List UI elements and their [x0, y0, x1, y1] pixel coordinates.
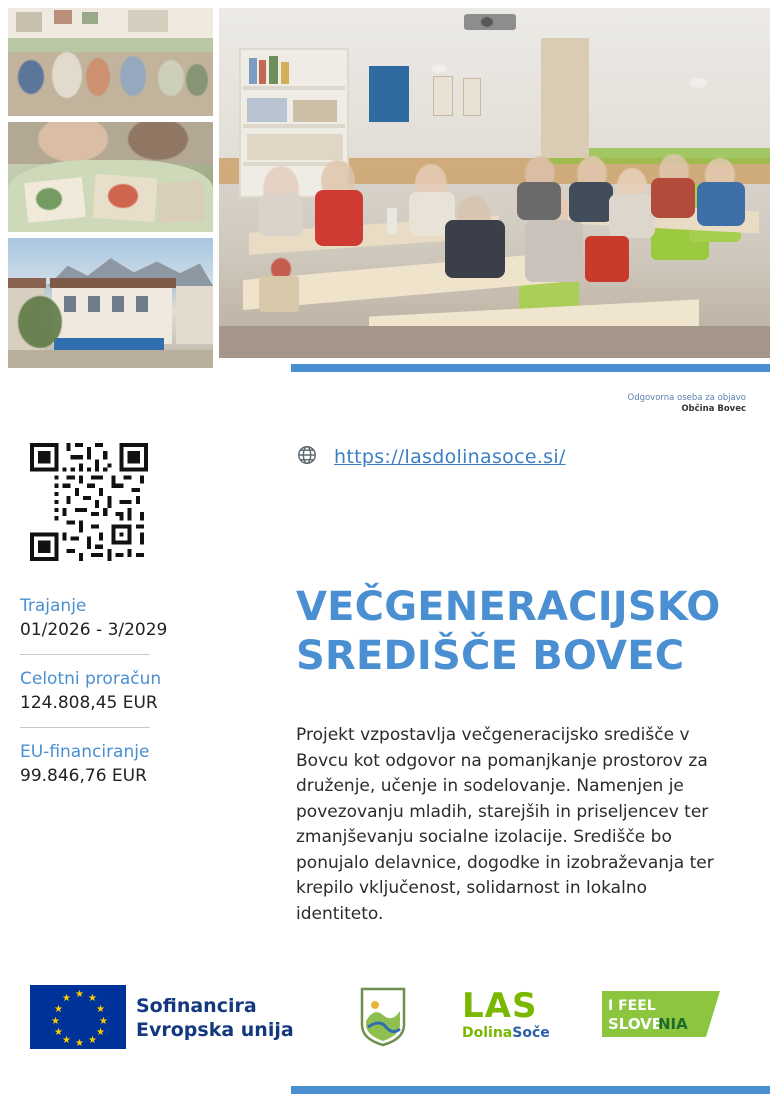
photo-column-left — [8, 8, 213, 368]
footer-blue-bar — [291, 1086, 770, 1094]
photo-collage — [0, 0, 778, 372]
las-logo-sub-2: Soče — [512, 1025, 550, 1041]
las-logo-sub — [462, 1025, 582, 1041]
svg-text:I FEEL: I FEEL — [608, 998, 656, 1014]
svg-text:SLOVE: SLOVE — [608, 1015, 663, 1033]
logo-row — [0, 985, 778, 1055]
credit-line-2: Občina Bovec — [681, 403, 746, 414]
website-row[interactable] — [296, 444, 566, 470]
workshop-circle-photo — [8, 8, 213, 116]
bovec-town-photo — [8, 238, 213, 368]
eu-funding-line-2: Evropska unija — [136, 1018, 294, 1041]
credit-line-1: Odgovorna oseba za objavo — [627, 393, 746, 403]
fact-eu-funding-label: EU-financiranje — [20, 742, 150, 762]
header-blue-bar — [291, 364, 770, 372]
eu-flag-logo — [30, 985, 126, 1049]
las-logo-main: LAS — [462, 986, 538, 1026]
fact-eu-funding — [20, 742, 220, 786]
las-logo-sub-1: Dolina — [462, 1025, 513, 1041]
eu-stars: ★ ★ ★ ★ ★ ★ ★ ★ ★ ★ ★ ★ — [51, 989, 108, 1049]
project-description: Projekt vzpostavlja večgeneracijsko središče v Bovcu kot odgovor na pomanjkanje prostorov za druženje, učenje in sodelovanje. Namenjen je povezovanju mladih, starejših in priseljencev ter zmanjševanju socialne izolacije. Središče bo ponujalo delavnice, dogodke in izobraževanja ter krepilo vključenost, solidarnost in lokalno identiteto. — [296, 725, 714, 924]
page-title: VEČGENERACIJSKO SREDIŠČE BOVEC — [296, 583, 721, 679]
fact-eu-funding-value: 99.846,76 EUR — [20, 766, 147, 786]
globe-icon — [296, 444, 318, 470]
project-facts — [20, 596, 220, 800]
eu-funding-text — [136, 995, 294, 1043]
eu-funding-line-1: Sofinancira — [136, 995, 257, 1017]
fact-duration-label: Trajanje — [20, 596, 87, 616]
publication-credit — [628, 393, 747, 414]
fact-budget-value: 124.808,45 EUR — [20, 693, 158, 713]
municipality-crest-icon — [360, 987, 406, 1047]
classroom-workshop-photo — [219, 8, 770, 358]
website-link[interactable]: https://lasdolinasoce.si/ — [334, 446, 566, 468]
qr-code[interactable] — [30, 443, 148, 561]
i-feel-slovenia-logo — [602, 991, 720, 1039]
fact-budget-label: Celotni proračun — [20, 669, 162, 689]
painting-hands-photo — [8, 122, 213, 232]
las-dolina-soce-logo — [462, 986, 582, 1047]
fact-duration-value: 01/2026 - 3/2029 — [20, 620, 168, 640]
svg-text:NIA: NIA — [658, 1015, 688, 1033]
fact-duration — [20, 596, 220, 640]
divider — [20, 654, 150, 655]
divider — [20, 727, 150, 728]
fact-budget — [20, 669, 220, 713]
qr-code-image — [30, 443, 148, 561]
